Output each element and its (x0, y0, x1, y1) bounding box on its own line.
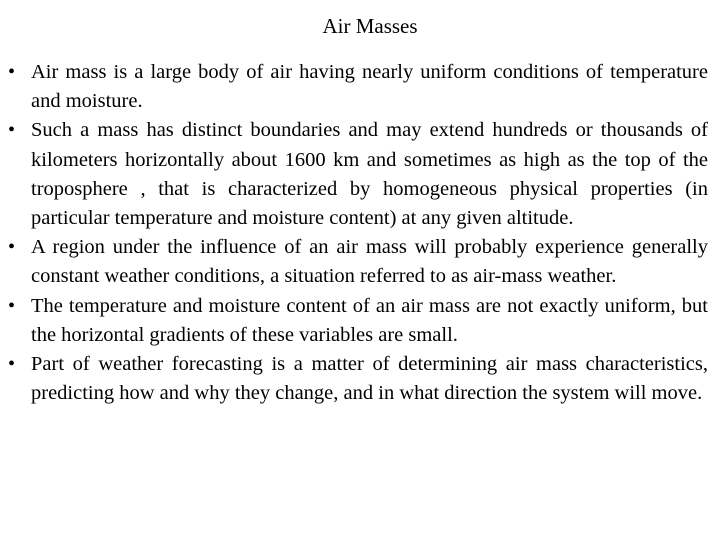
bullet-text: Air mass is a large body of air having nearly uniform conditions of temperature and moisture. (31, 61, 708, 113)
bullet-item (8, 58, 708, 116)
bullet-dot-icon: • (8, 119, 16, 142)
slide-title: Air Masses (322, 14, 418, 38)
bullet-text: The temperature and moisture content of an air mass are not exactly uniform, but the horizontal gradients of these variables are small. (31, 294, 708, 346)
bullet-dot-icon: • (8, 236, 16, 259)
bullet-item (8, 292, 708, 350)
bullet-item (8, 233, 708, 291)
bullet-text: A region under the influence of an air mass will probably experience generally constant weather conditions, a situation referred to as air-mass weather. (31, 236, 708, 288)
bullet-text: Such a mass has distinct boundaries and may extend hundreds or thousands of kilometers horizontally about 1600 km and sometimes as high as the top of the troposphere , that is characterized by homogeneous physical properties (in particular temperature and moisture content) at any given altitude. (31, 119, 708, 230)
bullet-list (8, 58, 708, 408)
bullet-dot-icon: • (8, 61, 16, 83)
bullet-text: Part of weather forecasting is a matter of determining air mass characteristics, predicting how and why they change, and in what direction the system will move. (31, 353, 708, 405)
bullet-dot-icon: • (8, 294, 16, 317)
bullet-dot-icon: • (8, 353, 16, 376)
bullet-item (8, 350, 708, 408)
bullet-item (8, 116, 708, 233)
